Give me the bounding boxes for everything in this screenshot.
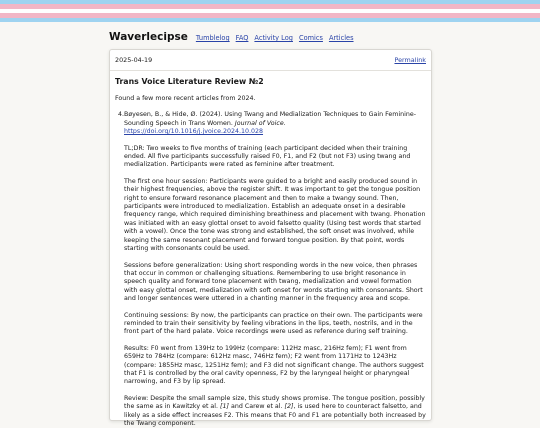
nav-comics[interactable]: Comics (298, 34, 323, 42)
entry-number: 4. (118, 111, 125, 119)
nav-activity-log[interactable]: Activity Log (254, 34, 293, 42)
site-brand[interactable]: Waverlecipse (109, 31, 188, 43)
review-text-a: Review: Despite the small sample size, this study shows promise. The tongue position, possibly the same as in Kawitzky et al. (124, 394, 425, 411)
tldr-paragraph: TL;DR: Two weeks to five months of training (each participant decided when their training ended. All five participants successfully raised F0, F1, and F2 (but not F3) using twang and medialization. Participants were rated as feminine after treatment. (124, 144, 411, 169)
nav-articles[interactable]: Articles (328, 34, 354, 42)
citation (124, 111, 426, 136)
site-header (109, 31, 354, 43)
review-text-c: , is used here to counteract falsetto, and likely as a side effect increases F2. This means that F0 and F1 are potentially both increased by the Twang component. (124, 403, 426, 427)
review-paragraph (124, 395, 426, 428)
nav-faq[interactable]: FAQ (235, 34, 249, 42)
post-header (110, 50, 431, 71)
post-intro: Found a few more recent articles from 2024. (115, 95, 256, 102)
first-session-paragraph: The first one hour session: Participants were guided to a bright and easily produced sound in their highest frequencies, above the register shift. It was important to get the tongue position right to ensure forward resonance placement and then to make a twangy sound. Then, participants were introduced to medialization. Establish an adequate onset in a desirable frequency range, which required diminishing breathiness and placement with twang. Phonation was initiated with an easy glottal onset to avoid falsetto quality (Using test words that started with a vowel). Once the tone was strong and established, the soft onset was involved, while keeping the same resonant placement and forward tongue position. By that point, words starting with consonants could be used. (124, 177, 426, 253)
results-paragraph: Results: F0 went from 139Hz to 199Hz (compare: 112Hz masc, 216Hz fem); F1 went from 659Hz to 784Hz (compare: 612Hz masc, 746Hz fem); F2 went from 1171Hz to 1243Hz (compare: 1855Hz masc, 1251Hz fem); and F3 did not significant change. The authors suggest that F1 is controlled by the oral cavity openness, F2 by the laryngeal height or pharyngeal narrowing, and F3 by lip spread. (124, 344, 424, 386)
continuing-paragraph: Continuing sessions: By now, the participants can practice on their own. The participants were reminded to train their sensitivity by feeling vibrations in the lips, teeth, nostrils, and in the front part of the hard palate. Voice recordings were used as reference during self training. (124, 311, 423, 336)
post-title: Trans Voice Literature Review №2 (115, 77, 264, 86)
reference-link-2[interactable]: [2] (284, 403, 294, 411)
sessions-paragraph: Sessions before generalization: Using short responding words in the new voice, then phrases that occur in common or challenging situations. Remembering to use bright resonance in speech quality and forward tone placement with twang, medialization and vowel formation with easy glottal onset, medialization with soft onset for words starting with consonants. Short and longer sentences were uttered in a chanting manner in the frequency area and scope. (124, 261, 423, 303)
doi-link[interactable]: https://doi.org/10.1016/j.jvoice.2024.10.028 (124, 128, 264, 136)
post-card (109, 49, 432, 427)
post-date: 2025-04-19 (115, 56, 153, 64)
trans-flag-banner (0, 0, 540, 22)
nav-tumblelog[interactable]: Tumblelog (195, 34, 230, 42)
review-text-b: and Carew et al. (230, 403, 283, 411)
list-item (118, 111, 426, 428)
post-body (110, 71, 431, 428)
reference-link-1[interactable]: [1] (220, 403, 229, 411)
permalink-link[interactable]: Permalink (394, 56, 426, 64)
citation-journal: Journal of Voice. (234, 119, 286, 127)
citation-text: Bøyesen, B., & Hide, Ø. (2024). Using Twang and Medialization Techniques to Gain Feminine-Sounding Speech in Trans Women. (124, 111, 417, 127)
